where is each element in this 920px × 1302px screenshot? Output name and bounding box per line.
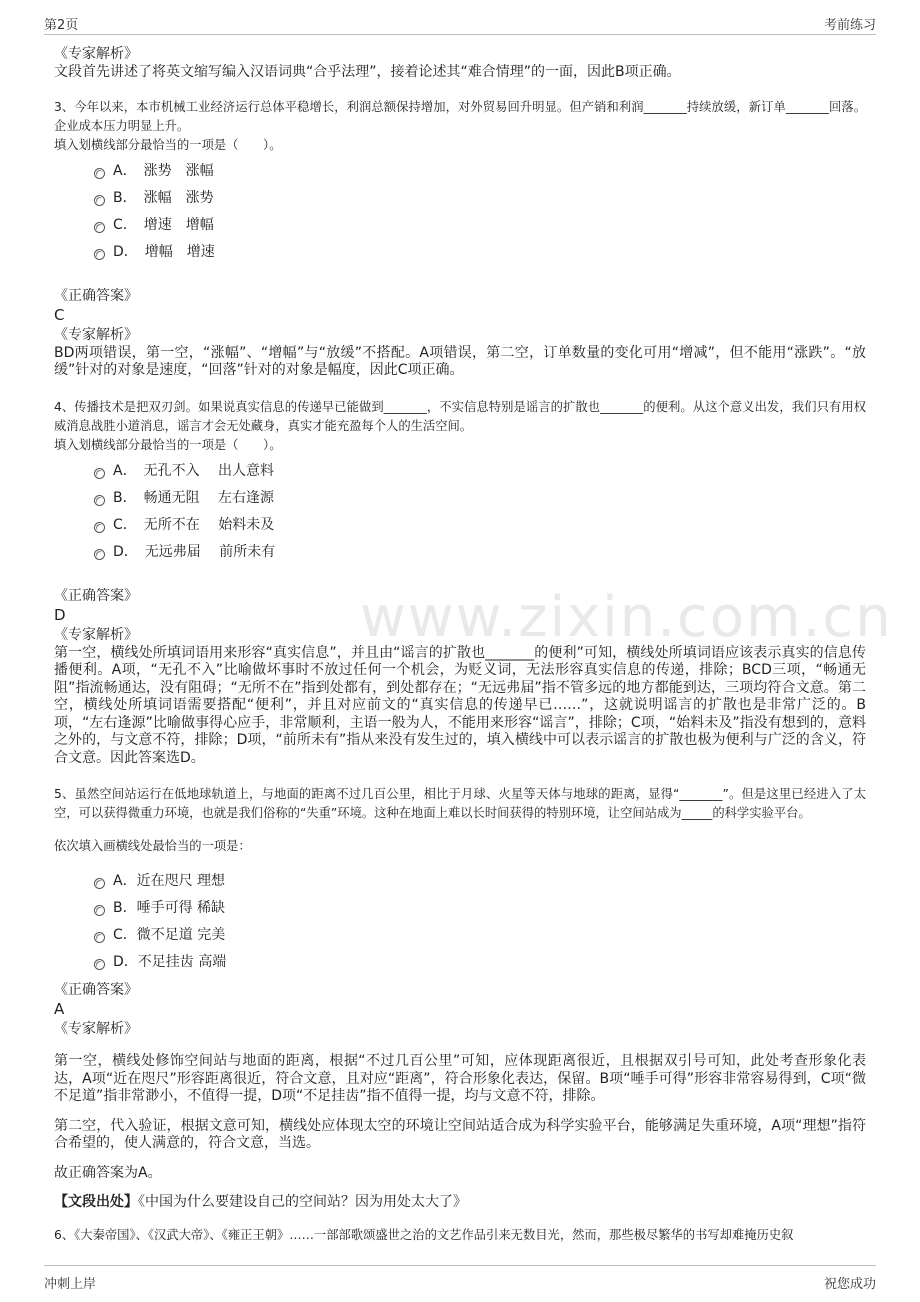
option-label: A．近在咫尺 理想	[113, 873, 226, 889]
option-d[interactable]	[94, 539, 866, 566]
answer-label: 《正确答案》	[54, 287, 138, 304]
option-label: C．微不足道 完美	[113, 927, 226, 943]
radio-icon[interactable]	[94, 222, 105, 233]
radio-icon[interactable]	[94, 522, 105, 533]
header-title: 考前练习	[823, 18, 876, 33]
option-d[interactable]	[94, 949, 866, 976]
radio-icon[interactable]	[94, 932, 105, 943]
question-prompt: 填入划横线部分最恰当的一项是（ ）。	[54, 137, 282, 152]
content	[54, 44, 866, 1245]
source-line	[54, 1194, 866, 1212]
option-c[interactable]	[94, 922, 866, 949]
option-a[interactable]	[94, 458, 866, 485]
analysis-label: 《专家解析》	[54, 626, 138, 643]
radio-icon[interactable]	[94, 249, 105, 260]
question-6	[54, 1226, 866, 1245]
option-c[interactable]	[94, 212, 866, 239]
watermark: www.zixin.com.cn	[360, 585, 893, 650]
question-stem: 5、虽然空间站运行在低地球轨道上，与地面的距离不过几百公里，相比于月球、火星等天体与地球的距离，显得“_______”。但是这里已经进入了太空，可以获得微重力环境，也就是我们俗称的“失重”环境。这种在地面上难以长时间获得的特别环境，让空间站成为_____的科学实验平台。	[54, 787, 866, 820]
radio-icon[interactable]	[94, 959, 105, 970]
radio-icon[interactable]	[94, 905, 105, 916]
question-4	[54, 398, 866, 768]
option-b[interactable]	[94, 485, 866, 512]
analysis-paragraph-1: 第一空，横线处修饰空间站与地面的距离，根据“不过几百公里”可知，应体现距离很近，且根据双引号可知，此处考查形象化表达，A项“近在咫尺”形容距离很近，符合文意，且对应“距离”，符合形象化表达，保留。B项“唾手可得”形容非常容易得到，C项“微不足道”指非常渺小，不值得一提，D项“不足挂齿”指不值得一提，均与文意不符，排除。	[54, 1053, 866, 1104]
option-label: D．不足挂齿 高端	[113, 954, 227, 970]
page-number: 第2页	[44, 18, 79, 33]
option-label: A． 涨势 涨幅	[113, 162, 214, 179]
analysis-text: BD两项错误，第一空，“涨幅”、“增幅”与“放缓”不搭配。A项错误，第二空，订单数量的变化可用“增减”，但不能用“涨跌”。“放缓”针对的对象是速度，“回落”针对的对象是幅度，因此C项正确。	[54, 344, 866, 378]
question-stem: 3、今年以来，本市机械工业经济运行总体平稳增长，利润总额保持增加，对外贸易回升明显。但产销和利润_______持续放缓，新订单_______回落。企业成本压力明显上升。	[54, 99, 866, 133]
analysis-paragraph-2: 第二空，代入验证，根据文意可知，横线处应体现太空的环境让空间站适合成为科学实验平台，能够满足失重环境，A项“理想”指符合希望的，使人满意的，符合文意，当选。	[54, 1117, 866, 1151]
analysis-text: 文段首先讲述了将英文缩写编入汉语词典“合乎法理”，接着论述其“难合情理”的一面，因此B项正确。	[54, 64, 681, 80]
page-footer	[44, 1265, 876, 1296]
answer-value: C	[54, 305, 65, 324]
footer-right: 祝您成功	[823, 1277, 876, 1292]
radio-icon[interactable]	[94, 549, 105, 560]
option-label: D． 无远弗届 前所未有	[113, 543, 276, 560]
question-prompt: 依次填入画横线处最恰当的一项是：	[54, 839, 251, 853]
source-title: 《中国为什么要建设自己的空间站？因为用处太大了》	[138, 1194, 467, 1210]
question-3	[54, 98, 866, 380]
source-label: 【文段出处】	[54, 1194, 138, 1210]
option-b[interactable]	[94, 185, 866, 212]
question-stem: 6、《大秦帝国》、《汉武大帝》、《雍正王朝》……一部部歌颂盛世之治的文艺作品引来无数目光，然而，那些极尽繁华的书写却难掩历史叙	[54, 1227, 794, 1242]
radio-icon[interactable]	[94, 878, 105, 889]
analysis-label: 《专家解析》	[54, 46, 138, 62]
page-header	[44, 12, 876, 35]
answer-value: A	[54, 1000, 65, 1018]
analysis-conclusion: 故正确答案为A。	[54, 1164, 162, 1181]
analysis-label: 《专家解析》	[54, 326, 138, 343]
option-d[interactable]	[94, 239, 866, 266]
question-5	[54, 785, 866, 1212]
option-label: D． 增幅 增速	[113, 243, 215, 260]
radio-icon[interactable]	[94, 495, 105, 506]
answer-value: D	[54, 605, 66, 624]
analysis-text: 第一空，横线处所填词语用来形容“真实信息”，并且由“谣言的扩散也_______的便利”可知，横线处所填词语应该表示真实的信息传播便利。A项，“无孔不入”比喻做坏事时不放过任何一个机会，为贬义词，无法形容真实信息的传递，排除；BCD三项，“畅通无阻”指流畅通达，没有阻碍；“无所不在”指到处都有，到处都存在；“无远弗届”指不管多远的地方都能到达，三项均符合文意。第二空，横线处所填词语需要搭配“便利”，并且对应前文的“真实信息的传递早已……”，这就说明谣言的扩散也是非常广泛的。B项，“左右逢源”比喻做事得心应手，非常顺利，主语一般为人，不能用来形容“谣言”，排除；C项，“始料未及”指没有想到的，意料之外的，与文意不符，排除；D项，“前所未有”指从来没有发生过的，填入横线中可以表示谣言的扩散也极为便利与广泛的含义，符合文意。因此答案选D。	[54, 644, 866, 766]
option-c[interactable]	[94, 512, 866, 539]
option-list	[94, 158, 866, 266]
footer-left: 冲刺上岸	[44, 1277, 97, 1292]
option-list	[94, 868, 866, 976]
analysis-label: 《专家解析》	[54, 1021, 138, 1037]
option-label: C． 无所不在 始料未及	[113, 516, 275, 533]
answer-label: 《正确答案》	[54, 982, 138, 998]
radio-icon[interactable]	[94, 195, 105, 206]
option-label: B． 畅通无阻 左右逢源	[113, 489, 275, 506]
option-label: A． 无孔不入 出人意料	[113, 462, 275, 479]
option-label: C． 增速 增幅	[113, 216, 214, 233]
option-a[interactable]	[94, 158, 866, 185]
question-stem: 4、传播技术是把双刃剑。如果说真实信息的传递早已能做到_______，不实信息特别是谣言的扩散也_______的便利。从这个意义出发，我们只有用权威消息战胜小道消息，谣言才会无处藏身，真实才能充盈每个人的生活空间。	[54, 399, 866, 433]
radio-icon[interactable]	[94, 168, 105, 179]
question-prompt: 填入划横线部分最恰当的一项是（ ）。	[54, 437, 282, 452]
option-a[interactable]	[94, 868, 866, 895]
radio-icon[interactable]	[94, 468, 105, 479]
option-label: B． 涨幅 涨势	[113, 189, 214, 206]
option-b[interactable]	[94, 895, 866, 922]
question-2-tail	[54, 44, 866, 82]
option-list	[94, 458, 866, 566]
option-label: B．唾手可得 稀缺	[113, 900, 226, 916]
answer-label: 《正确答案》	[54, 587, 138, 604]
